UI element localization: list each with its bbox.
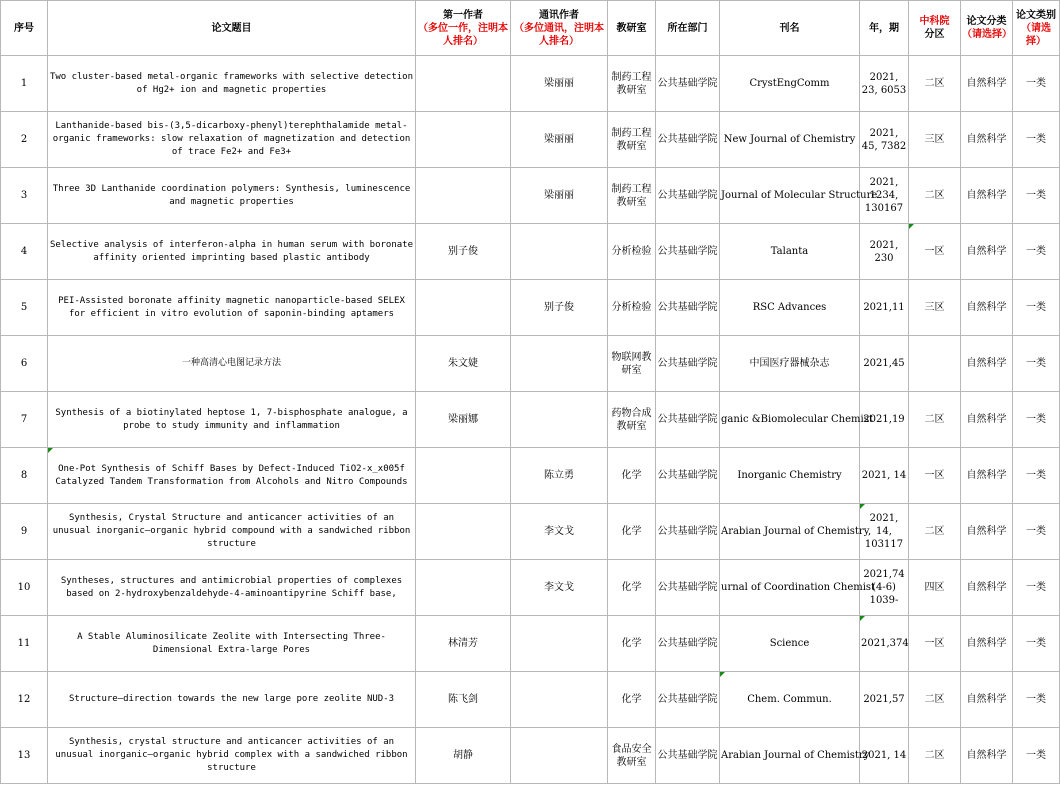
cell-year-issue[interactable]: 2021,374 <box>860 616 909 672</box>
cell-cas-zone[interactable]: 一区 <box>909 224 961 280</box>
cell-type[interactable]: 一类 <box>1013 112 1060 168</box>
cell-cas-zone[interactable] <box>909 336 961 392</box>
cell-dept[interactable]: 公共基础学院 <box>656 280 720 336</box>
cell-type[interactable]: 一类 <box>1013 728 1060 784</box>
cell-corr-author[interactable] <box>511 616 608 672</box>
cell-corr-author[interactable] <box>511 392 608 448</box>
cell-title[interactable]: 一种高清心电图记录方法 <box>48 336 416 392</box>
cell-seq[interactable]: 9 <box>1 504 48 560</box>
cell-category[interactable]: 自然科学 <box>961 392 1013 448</box>
cell-journal[interactable]: Chem. Commun. <box>720 672 860 728</box>
cell-year-issue[interactable]: 2021, 14 <box>860 448 909 504</box>
cell-type[interactable]: 一类 <box>1013 448 1060 504</box>
cell-corr-author[interactable] <box>511 336 608 392</box>
cell-first-author[interactable]: 朱文婕 <box>416 336 511 392</box>
cell-journal[interactable]: Inorganic Chemistry <box>720 448 860 504</box>
cell-dept[interactable]: 公共基础学院 <box>656 336 720 392</box>
cell-first-author[interactable] <box>416 168 511 224</box>
table-row <box>1 672 1060 728</box>
cell-cas-zone[interactable]: 二区 <box>909 392 961 448</box>
cell-corr-author[interactable]: 李文戈 <box>511 504 608 560</box>
cell-corr-author[interactable] <box>511 672 608 728</box>
cell-dept[interactable]: 公共基础学院 <box>656 616 720 672</box>
cell-year-issue[interactable]: 2021,74 (4-6) 1039- <box>860 560 909 616</box>
cell-journal[interactable]: urnal of Coordination Chemist <box>720 560 860 616</box>
cell-journal[interactable]: Arabian Journal of Chemistry, <box>720 504 860 560</box>
cell-corr-author[interactable]: 梁丽丽 <box>511 168 608 224</box>
cell-title[interactable]: Three 3D Lanthanide coordination polymers: Synthesis, luminescence and magnetic properties <box>48 168 416 224</box>
cell-category[interactable]: 自然科学 <box>961 336 1013 392</box>
cell-journal[interactable]: CrystEngComm <box>720 56 860 112</box>
cell-cas-zone[interactable]: 一区 <box>909 616 961 672</box>
cell-corr-author[interactable]: 别子俊 <box>511 280 608 336</box>
cell-teaching-office[interactable]: 制药工程教研室 <box>608 56 656 112</box>
cell-corr-author[interactable]: 陈立勇 <box>511 448 608 504</box>
header-cas-zone-b: 分区 <box>924 29 945 40</box>
cell-first-author[interactable] <box>416 560 511 616</box>
cell-category[interactable]: 自然科学 <box>961 616 1013 672</box>
cell-dept[interactable]: 公共基础学院 <box>656 392 720 448</box>
cell-type[interactable]: 一类 <box>1013 672 1060 728</box>
cell-type[interactable]: 一类 <box>1013 504 1060 560</box>
cell-cas-zone[interactable]: 一区 <box>909 448 961 504</box>
cell-type[interactable]: 一类 <box>1013 168 1060 224</box>
cell-journal[interactable]: Science <box>720 616 860 672</box>
cell-first-author[interactable] <box>416 112 511 168</box>
header-cas-zone[interactable] <box>909 1 961 56</box>
table-row <box>1 112 1060 168</box>
table-row <box>1 224 1060 280</box>
cell-seq[interactable]: 5 <box>1 280 48 336</box>
table-row <box>1 504 1060 560</box>
header-teaching-office[interactable]: 教研室 <box>608 1 656 56</box>
cell-cas-zone[interactable]: 三区 <box>909 112 961 168</box>
cell-first-author[interactable]: 林清芳 <box>416 616 511 672</box>
cell-category[interactable]: 自然科学 <box>961 560 1013 616</box>
cell-journal[interactable]: Talanta <box>720 224 860 280</box>
cell-dept[interactable]: 公共基础学院 <box>656 560 720 616</box>
cell-dept[interactable]: 公共基础学院 <box>656 56 720 112</box>
cell-first-author[interactable] <box>416 448 511 504</box>
cell-teaching-office[interactable]: 分析检验 <box>608 224 656 280</box>
table-row <box>1 560 1060 616</box>
header-cas-zone-a: 中科院 <box>919 16 950 27</box>
cell-teaching-office[interactable]: 化学 <box>608 560 656 616</box>
cell-journal[interactable]: 中国医疗器械杂志 <box>720 336 860 392</box>
cell-category[interactable]: 自然科学 <box>961 504 1013 560</box>
cell-title[interactable]: Synthesis of a biotinylated heptose 1, 7-bisphosphate analogue, a probe to study immunity and inflammation <box>48 392 416 448</box>
cell-journal[interactable]: ganic &Biomolecular Chemist <box>720 392 860 448</box>
cell-type[interactable]: 一类 <box>1013 280 1060 336</box>
header-category-label: 论文分类 <box>966 16 1007 27</box>
table-row <box>1 56 1060 112</box>
cell-seq[interactable]: 1 <box>1 56 48 112</box>
cell-type[interactable]: 一类 <box>1013 560 1060 616</box>
cell-seq[interactable]: 2 <box>1 112 48 168</box>
cell-cas-zone[interactable]: 二区 <box>909 56 961 112</box>
cell-year-issue[interactable]: 2021, 1234, 130167 <box>860 168 909 224</box>
cell-title[interactable]: PEI-Assisted boronate affinity magnetic nanoparticle-based SELEX for efficient in vitro evolution of saponin-binding aptamers <box>48 280 416 336</box>
cell-seq[interactable]: 3 <box>1 168 48 224</box>
header-first-author[interactable] <box>416 1 511 56</box>
cell-year-issue[interactable]: 2021,11 <box>860 280 909 336</box>
cell-category[interactable]: 自然科学 <box>961 224 1013 280</box>
cell-category[interactable]: 自然科学 <box>961 168 1013 224</box>
cell-seq[interactable]: 4 <box>1 224 48 280</box>
header-type[interactable] <box>1013 1 1060 56</box>
cell-cas-zone[interactable]: 二区 <box>909 504 961 560</box>
cell-teaching-office[interactable]: 物联网教研室 <box>608 336 656 392</box>
cell-corr-author[interactable]: 李文戈 <box>511 560 608 616</box>
header-corr-author-note: （多位通讯，注明本人排名） <box>514 22 604 47</box>
table-row <box>1 280 1060 336</box>
header-journal[interactable]: 刊名 <box>720 1 860 56</box>
cell-first-author[interactable]: 陈飞剑 <box>416 672 511 728</box>
cell-first-author[interactable]: 别子俊 <box>416 224 511 280</box>
cell-title[interactable]: Syntheses, structures and antimicrobial properties of complexes based on 2-hydroxybenzaldehyde-4-aminoantipyrine Schiff base, <box>48 560 416 616</box>
cell-year-issue[interactable]: 2021,57 <box>860 672 909 728</box>
header-title[interactable]: 论文题目 <box>48 1 416 56</box>
cell-dept[interactable]: 公共基础学院 <box>656 448 720 504</box>
cell-category[interactable]: 自然科学 <box>961 280 1013 336</box>
cell-teaching-office[interactable]: 化学 <box>608 448 656 504</box>
cell-corr-author[interactable]: 梁丽丽 <box>511 56 608 112</box>
cell-year-issue[interactable]: 2021, 45, 7382 <box>860 112 909 168</box>
cell-teaching-office[interactable]: 食品安全教研室 <box>608 728 656 784</box>
cell-first-author[interactable]: 胡静 <box>416 728 511 784</box>
cell-dept[interactable]: 公共基础学院 <box>656 728 720 784</box>
table-row <box>1 168 1060 224</box>
cell-category[interactable]: 自然科学 <box>961 448 1013 504</box>
cell-seq[interactable]: 7 <box>1 392 48 448</box>
cell-teaching-office[interactable]: 化学 <box>608 616 656 672</box>
table-row <box>1 392 1060 448</box>
cell-year-issue[interactable]: 2021,45 <box>860 336 909 392</box>
table-row <box>1 448 1060 504</box>
cell-teaching-office[interactable]: 药物合成教研室 <box>608 392 656 448</box>
cell-seq[interactable]: 12 <box>1 672 48 728</box>
cell-first-author[interactable] <box>416 280 511 336</box>
cell-teaching-office[interactable]: 分析检验 <box>608 280 656 336</box>
cell-corr-author[interactable] <box>511 224 608 280</box>
cell-year-issue[interactable]: 2021, 230 <box>860 224 909 280</box>
cell-journal[interactable]: New Journal of Chemistry <box>720 112 860 168</box>
table-row <box>1 336 1060 392</box>
header-row <box>1 1 1060 56</box>
cell-title[interactable]: A Stable Aluminosilicate Zeolite with Intersecting Three-Dimensional Extra-large Pores <box>48 616 416 672</box>
header-type-label: 论文类别 <box>1016 9 1056 21</box>
cell-title[interactable]: Two cluster-based metal-organic frameworks with selective detection of Hg2+ ion and magnetic properties <box>48 56 416 112</box>
cell-title[interactable]: Synthesis, Crystal Structure and anticancer activities of an unusual inorganic–organic hybrid compound with a sandwiched ribbon structure <box>48 504 416 560</box>
header-seq[interactable]: 序号 <box>1 1 48 56</box>
cell-year-issue[interactable]: 2021,19 <box>860 392 909 448</box>
header-first-author-label: 第一作者 <box>443 9 483 21</box>
cell-year-issue[interactable]: 2021, 23, 6053 <box>860 56 909 112</box>
cell-year-issue[interactable]: 2021, 14, 103117 <box>860 504 909 560</box>
cell-journal[interactable]: RSC Advances <box>720 280 860 336</box>
cell-title[interactable]: Synthesis, crystal structure and anticancer activities of an unusual inorganic–organic hybrid complex with a sandwiched ribbon structure <box>48 728 416 784</box>
cell-first-author[interactable] <box>416 56 511 112</box>
cell-title[interactable]: One-Pot Synthesis of Schiff Bases by Defect-Induced TiO2-x_x005f Catalyzed Tandem Transformation from Alcohols and Nitro Compounds <box>48 448 416 504</box>
cell-type[interactable]: 一类 <box>1013 616 1060 672</box>
cell-journal[interactable]: Arabian Journal of Chemistry <box>720 728 860 784</box>
cell-corr-author[interactable]: 梁丽丽 <box>511 112 608 168</box>
header-dept[interactable]: 所在部门 <box>656 1 720 56</box>
header-corr-author[interactable] <box>511 1 608 56</box>
cell-cas-zone[interactable]: 二区 <box>909 168 961 224</box>
cell-dept[interactable]: 公共基础学院 <box>656 504 720 560</box>
cell-category[interactable]: 自然科学 <box>961 728 1013 784</box>
cell-category[interactable]: 自然科学 <box>961 112 1013 168</box>
cell-teaching-office[interactable]: 制药工程教研室 <box>608 112 656 168</box>
cell-seq[interactable]: 13 <box>1 728 48 784</box>
cell-dept[interactable]: 公共基础学院 <box>656 112 720 168</box>
header-category-note: （请选择） <box>962 29 1012 40</box>
cell-type[interactable]: 一类 <box>1013 56 1060 112</box>
header-category[interactable] <box>961 1 1013 56</box>
cell-seq[interactable]: 6 <box>1 336 48 392</box>
table-row <box>1 616 1060 672</box>
cell-first-author[interactable]: 梁丽娜 <box>416 392 511 448</box>
cell-cas-zone[interactable]: 三区 <box>909 280 961 336</box>
cell-type[interactable]: 一类 <box>1013 224 1060 280</box>
header-type-note: （请选择） <box>1021 22 1051 47</box>
cell-type[interactable]: 一类 <box>1013 392 1060 448</box>
cell-category[interactable]: 自然科学 <box>961 56 1013 112</box>
cell-type[interactable]: 一类 <box>1013 336 1060 392</box>
cell-seq[interactable]: 10 <box>1 560 48 616</box>
header-year-issue[interactable]: 年，期 <box>860 1 909 56</box>
table-row <box>1 728 1060 784</box>
cell-seq[interactable]: 11 <box>1 616 48 672</box>
cell-category[interactable]: 自然科学 <box>961 672 1013 728</box>
cell-cas-zone[interactable]: 二区 <box>909 728 961 784</box>
table-body <box>1 56 1060 784</box>
cell-cas-zone[interactable]: 二区 <box>909 672 961 728</box>
header-corr-author-label: 通讯作者 <box>539 9 579 21</box>
cell-dept[interactable]: 公共基础学院 <box>656 224 720 280</box>
cell-first-author[interactable] <box>416 504 511 560</box>
cell-corr-author[interactable] <box>511 728 608 784</box>
cell-teaching-office[interactable]: 制药工程教研室 <box>608 168 656 224</box>
cell-title[interactable]: Selective analysis of interferon-alpha in human serum with boronate affinity oriented imprinting based plastic antibody <box>48 224 416 280</box>
cell-teaching-office[interactable]: 化学 <box>608 672 656 728</box>
cell-dept[interactable]: 公共基础学院 <box>656 672 720 728</box>
cell-cas-zone[interactable]: 四区 <box>909 560 961 616</box>
cell-title[interactable]: Structure–direction towards the new large pore zeolite NUD-3 <box>48 672 416 728</box>
cell-title[interactable]: Lanthanide-based bis-(3,5-dicarboxy-phenyl)terephthalamide metal-organic frameworks: slow relaxation of magnetization and detection of trace Fe2+ and Fe3+ <box>48 112 416 168</box>
cell-teaching-office[interactable]: 化学 <box>608 504 656 560</box>
cell-journal[interactable]: Journal of Molecular Structure <box>720 168 860 224</box>
cell-year-issue[interactable]: 2021, 14 <box>860 728 909 784</box>
header-first-author-note: （多位一作，注明本人排名） <box>418 22 508 47</box>
cell-dept[interactable]: 公共基础学院 <box>656 168 720 224</box>
cell-seq[interactable]: 8 <box>1 448 48 504</box>
